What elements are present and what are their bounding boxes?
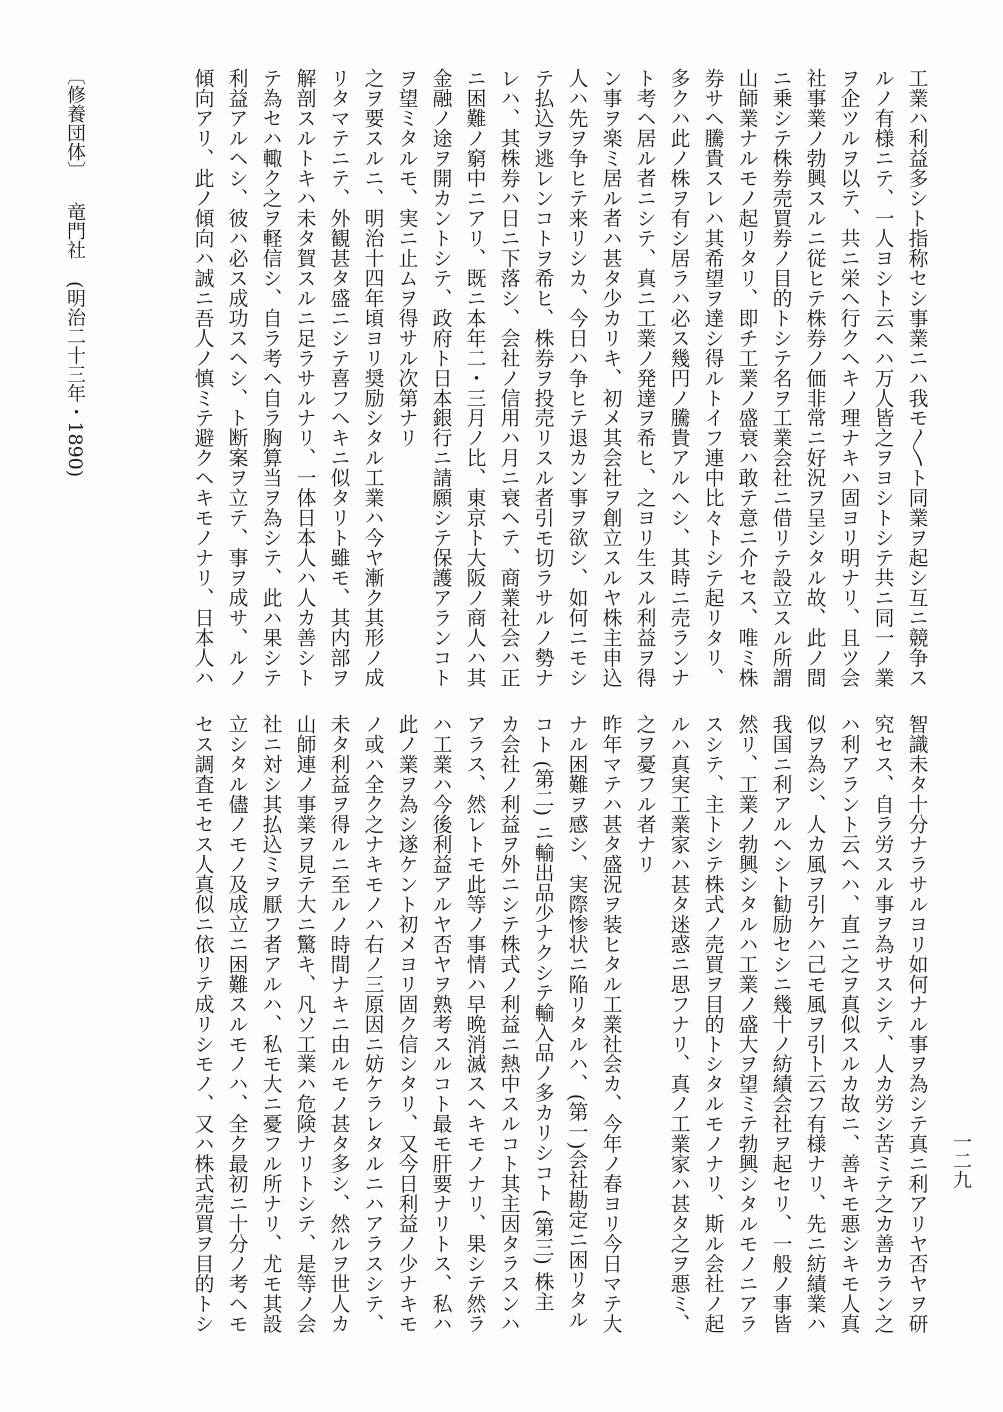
- text-line: リタマテニテ、外観甚タ盛ニシテ喜フヘキニ似タリト雖モ、其内部ヲ: [327, 68, 350, 688]
- text-line: 似ヲ為シ、人カ風ヲ引ケハ己モ風ヲ引ト云フ有様ナリ、先ニ紡績業ハ: [803, 714, 826, 1334]
- text-line: ハ工業ハ今後利益アルヤ否ヤヲ熟考スルコト最モ肝要ナリトス、私ハ: [429, 714, 452, 1334]
- text-line: コト (第二) ニ輸出品少ナクシテ輸入品ノ多カリシコト (第三) 株主: [531, 714, 554, 1312]
- text-line: テ払込ヲ逃レンコトヲ希ヒ、株券ヲ投売リスル者引モ切ラサルノ勢ナ: [531, 68, 554, 688]
- text-line: ルノ有様ニテ、一人ヨシト云ヘハ万人皆之ヲヨシトシテ共ニ同一ノ業: [871, 68, 894, 688]
- text-line: ン事ヲ楽ミ居ル者ハ甚タ少カリキ、初メ其会社ヲ創立スルヤ株主申込: [599, 68, 622, 688]
- text-line: 人ハ先ヲ争ヒテ来リシカ、今日ハ争ヒテ退カン事ヲ欲シ、如何ニモシ: [565, 68, 588, 688]
- text-line: 未タ利益ヲ得ルニ至ルノ時間ナキニ由ルモノ甚タ多シ、然ルヲ世人カ: [327, 714, 350, 1334]
- text-line: セス調査モセス人真似ニ依リテ成リシモノ、又ハ株式売買ヲ目的トシ: [191, 714, 214, 1334]
- text-line: 多クハ此ノ株ヲ有シ居ラハ必ス幾円ノ騰貴アルヘシ、其時ニ売ランナ: [667, 68, 690, 688]
- text-line: カ会社ノ利益ヲ外ニシテ株式ノ利益ニ熱中スルコト其主因タラスンハ: [497, 714, 520, 1334]
- text-line: ハ利アラント云ヘハ、直ニ之ヲ真似スルカ故ニ、善キモ悪シキモ人真: [837, 714, 860, 1334]
- text-line: 立シタル儘ノモノ及成立ニ困難スルモノハ、全ク最初ニ十分ノ考ヘモ: [225, 714, 248, 1334]
- text-line: ルハ真実工業家ハ甚タ迷惑ニ思フナリ、真ノ工業家ハ甚タ之ヲ悪ミ、: [667, 714, 690, 1334]
- upper-text-block: [185, 68, 933, 688]
- text-line: 究セス、自ラ労スル事ヲ為サスシテ、人カ労シ苦ミテ之カ善カラン之: [871, 714, 894, 1334]
- page-number: 一二九: [950, 1132, 972, 1189]
- text-line: 然リ、工業ノ勃興シタルハ工業ノ盛大ヲ望ミテ勃興シタルモノニアラ: [735, 714, 758, 1334]
- text-line: ニ乗シテ株券売買券ノ目的トシテ名ヲ工業会社ニ借リテ設立スル所謂: [769, 68, 792, 688]
- running-header: [62, 66, 88, 477]
- text-line: 之ヲ要スルニ、明治十四年頃ヨリ奨励シタル工業ハ今ヤ漸ク其形ノ成: [361, 68, 384, 688]
- text-line: 山師連ノ事業ヲ見テ大ニ驚キ、凡ソ工業ハ危険ナリトシテ、是等ノ会: [293, 714, 316, 1334]
- text-line: レハ、其株券ハ日ニ下落シ、会社ノ信用ハ月ニ衰ヘテ、商業社会ハ正: [497, 68, 520, 688]
- text-line: 我国ニ利アルヘシト勧励セシニ幾十ノ紡績会社ヲ起セリ、一般ノ事皆: [769, 714, 792, 1334]
- text-line: 此ノ業ヲ為シ遂ケント初メヨリ固ク信シタリ、又今日利益ノ少ナキモ: [395, 714, 418, 1334]
- text-line: ナル困難ヲ感シ、実際惨状ニ陥リタルハ、(第一)会社勘定ニ困リタル: [565, 714, 588, 1330]
- era-label: (明治二十三年・1890): [64, 281, 86, 478]
- organization-name: 竜門社: [64, 202, 86, 259]
- text-line: 利益アルヘシ、彼ハ必ス成功スヘシ、ト断案ヲ立テ、事ヲ成サ、ルノ: [225, 68, 248, 688]
- text-line: ノ或ハ全ク之ナキモノハ右ノ三原因ニ妨ケラレタルニハアラスシテ、: [361, 714, 384, 1334]
- text-line: テ為セハ輙ク之ヲ軽信シ、自ラ考ヘ自ラ胸算当ヲ為シテ、此ハ果シテ: [259, 68, 282, 688]
- text-line: ヲ望ミタルモ、実ニ止ムヲ得サル次第ナリ: [395, 68, 418, 448]
- text-line: 山師業ナルモノ起リタリ、即チ工業ノ盛衰ハ敢テ意ニ介セス、唯ミ株: [735, 68, 758, 688]
- text-line: スシテ、主トシテ株式ノ売買ヲ目的トシタルモノナリ、斯ル会社ノ起: [701, 714, 724, 1334]
- text-line: 昨年マテハ甚タ盛況ヲ装ヒタル工業社会カ、今年ノ春ヨリ今日マテ大: [599, 714, 622, 1334]
- text-line: 之ヲ憂フル者ナリ: [633, 714, 656, 874]
- text-line: 金融ノ途ヲ開カントシテ、政府ト日本銀行ニ請願シテ保護アランコト: [429, 68, 452, 688]
- text-line: 傾向アリ、此ノ傾向ハ誠ニ吾人ノ慎ミテ避クヘキモノナリ、日本人ハ: [191, 68, 214, 688]
- text-line: ト考ヘ居ル者ニシテ、真ニ工業ノ発達ヲ希ヒ、之ヨリ生スル利益ヲ得: [633, 68, 656, 688]
- section-label: 〔修養団体〕: [64, 66, 86, 180]
- text-line: ヲ企ツルヲ以テ、共ニ栄ヘ行クヘキノ理ナキハ固ヨリ明ナリ、且ツ会: [837, 68, 860, 688]
- text-line: アラス、然レトモ此等ノ事情ハ早晩消滅スヘキモノナリ、果シテ然ラ: [463, 714, 486, 1334]
- lower-text-block: [185, 714, 933, 1334]
- text-line: 券サヘ騰貴スレハ其希望ヲ達シ得ルトイフ連中比々トシテ起リタリ、: [701, 68, 724, 688]
- text-line: 工業ハ利益多シト指称セシ事業ニハ我モ〱ト同業ヲ起シ互ニ競争ス: [905, 68, 928, 688]
- text-line: 解剖スルトキハ未タ賀スルニ足ラサルナリ、一体日本人ハ人カ善シト: [293, 68, 316, 688]
- text-line: 社事業ノ勃興スルニ従ヒテ株券ノ価非常ニ好況ヲ呈シタル故、此ノ間: [803, 68, 826, 688]
- text-line: 智識未タ十分ナラサルヨリ如何ナル事ヲ為シテ真ニ利アリヤ否ヤヲ研: [905, 714, 928, 1334]
- text-line: ニ困難ノ窮中ニアリ、既ニ本年二・三月ノ比、東京ト大阪ノ商人ハ其: [463, 68, 486, 688]
- text-line: 社ニ対シ其払込ミヲ厭フ者アルハ、私モ大ニ憂フル所ナリ、尤モ其設: [259, 714, 282, 1334]
